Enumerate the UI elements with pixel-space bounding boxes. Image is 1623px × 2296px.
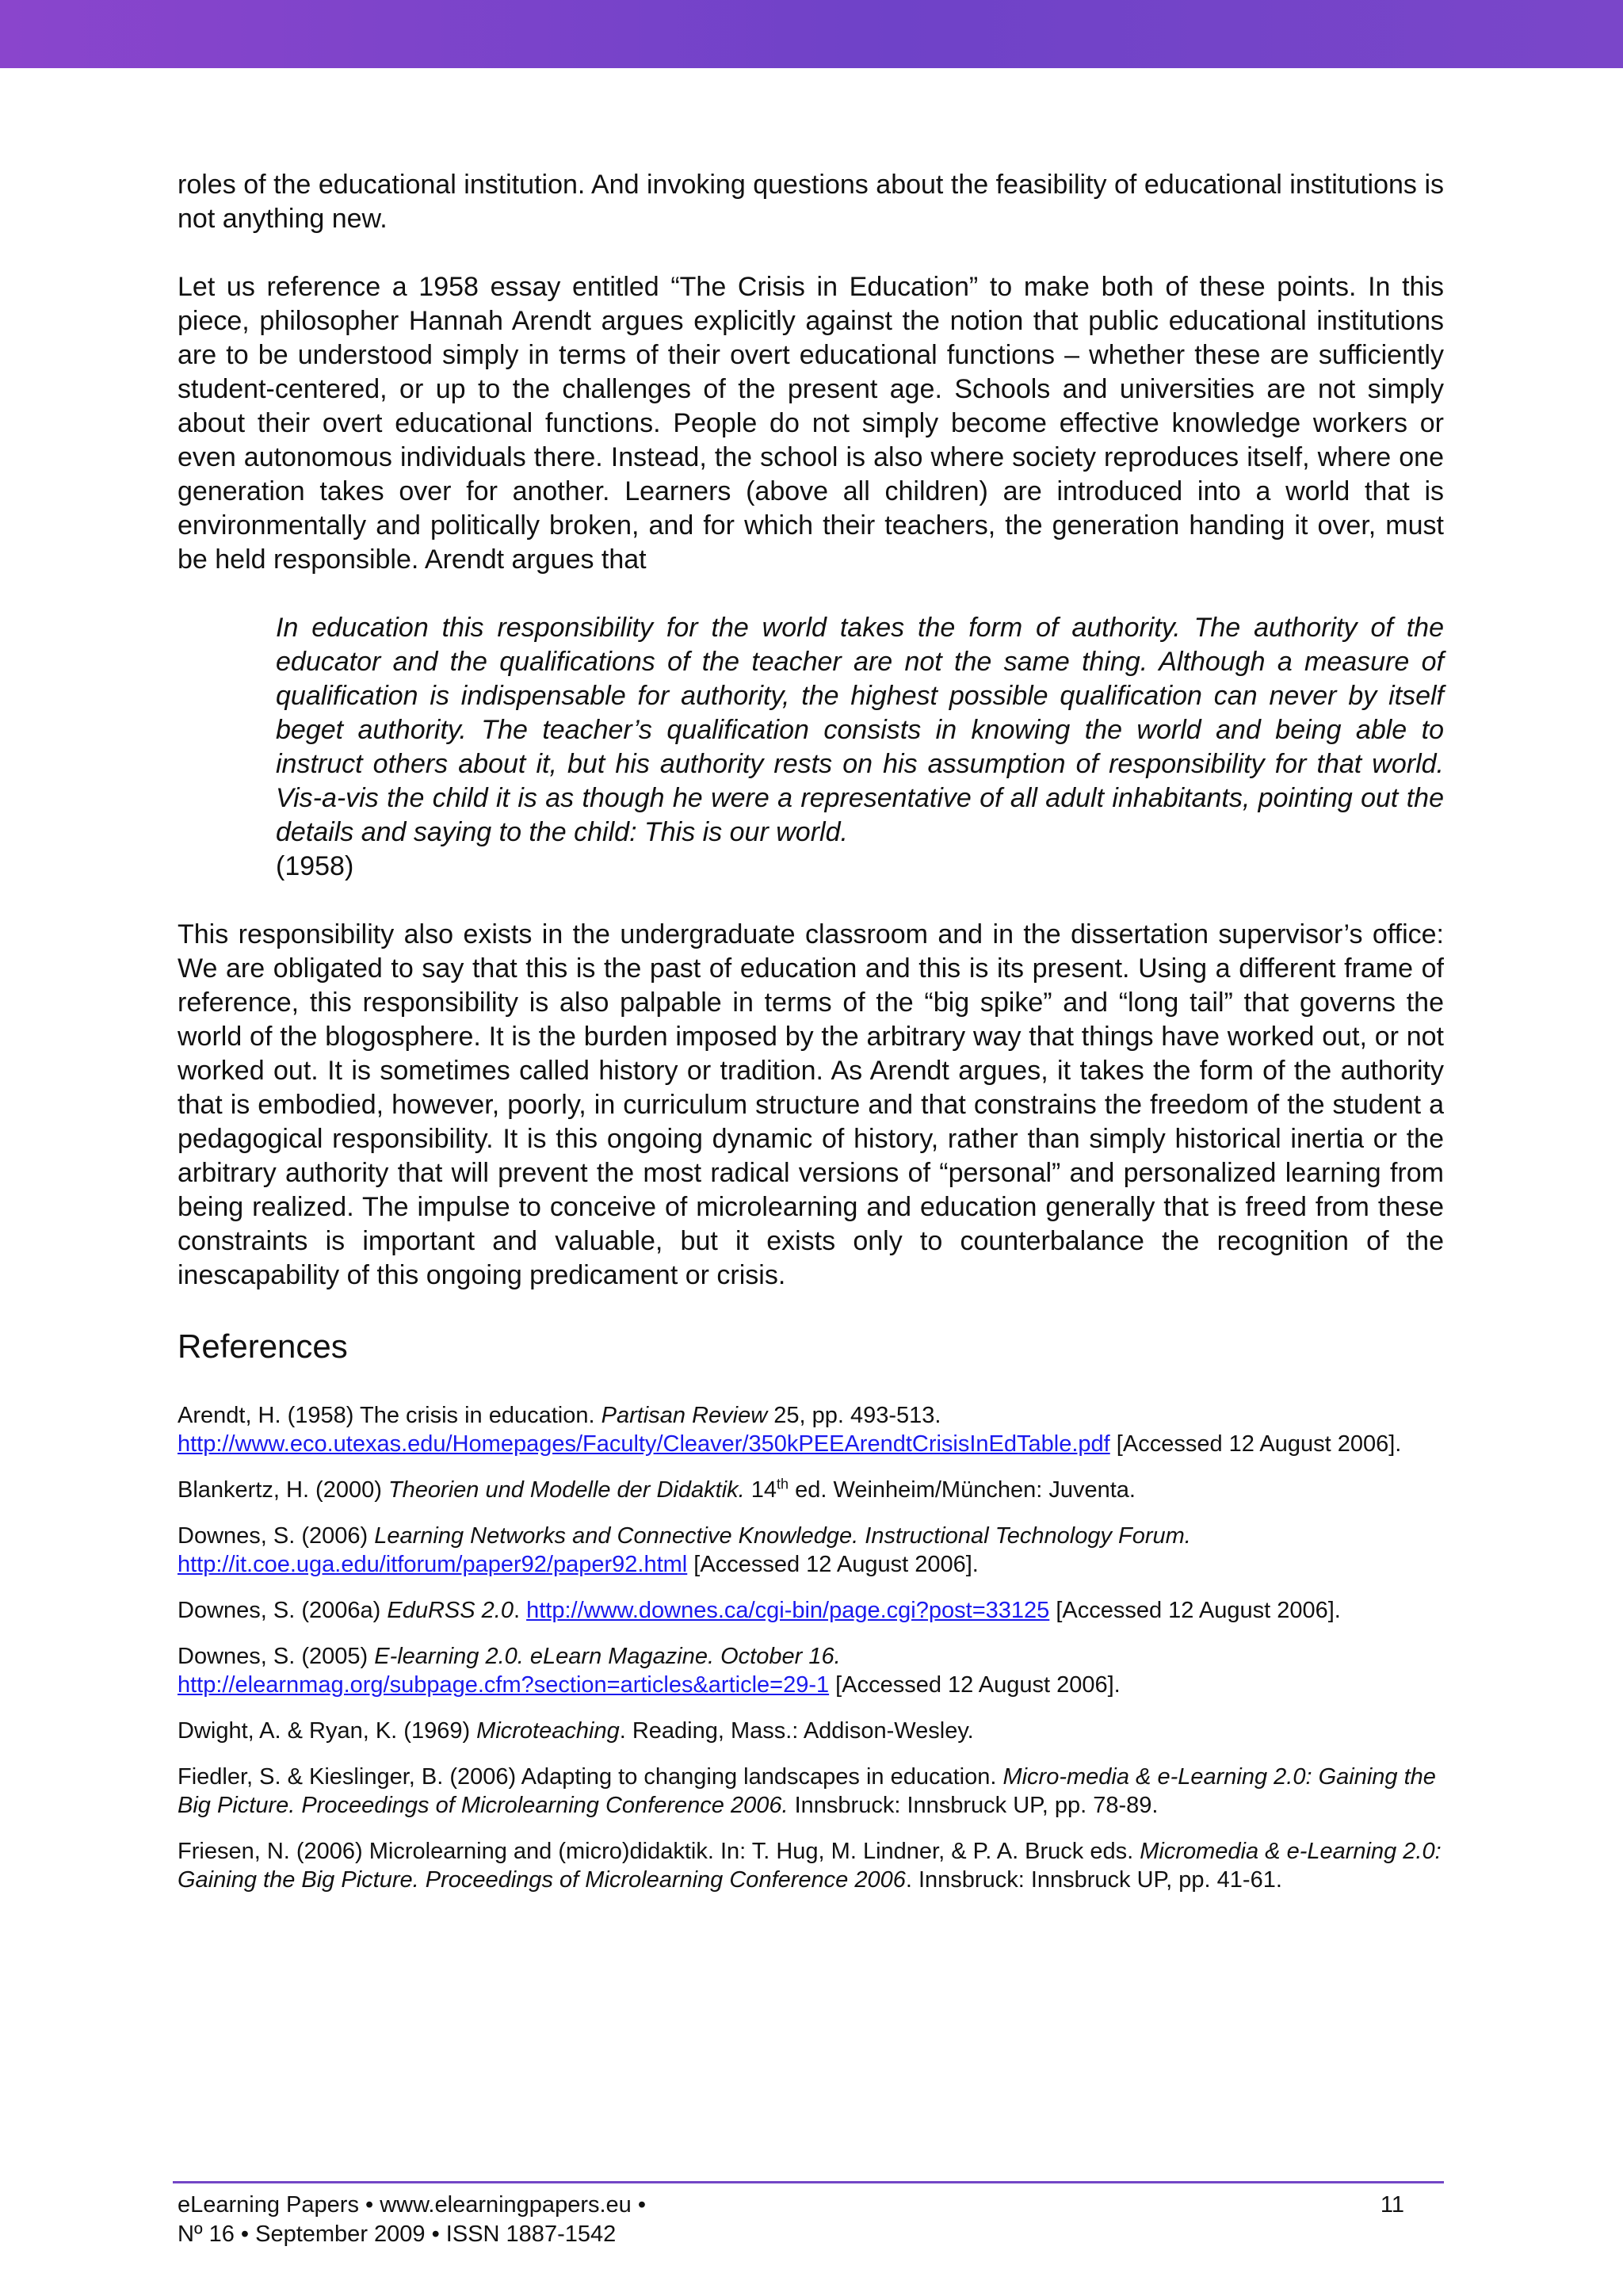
- reference-link[interactable]: http://it.coe.uga.edu/itforum/paper92/paper92.html: [178, 1552, 688, 1577]
- reference-item: Downes, S. (2006) Learning Networks and Connective Knowledge. Instructional Technology Forum. http://it.coe.uga.edu/itforum/paper92/paper92.html [Accessed 12 August 2006].: [178, 1523, 1191, 1577]
- reference-item: Arendt, H. (1958) The crisis in education. Partisan Review 25, pp. 493-513. http://www.eco.utexas.edu/Homepages/Faculty/Cleaver/350kPEEArendtCrisisInEdTable.pdf [Accessed 12 August 2006].: [178, 1403, 1402, 1457]
- reference-item: Friesen, N. (2006) Microlearning and (micro)didaktik. In: T. Hug, M. Lindner, & P. A. Bruck eds. Micromedia & e-Learning 2.0: Gaining the Big Picture. Proceedings of Microlearning Conference 2006. Innsbruck: Innsbruck UP, pp. 41-61.: [178, 1839, 1442, 1893]
- page-content: [178, 168, 1444, 1912]
- reference-item: Dwight, A. & Ryan, K. (1969) Microteaching. Reading, Mass.: Addison-Wesley.: [178, 1718, 974, 1744]
- reference-item: Blankertz, H. (2000) Theorien und Modelle der Didaktik. 14th ed. Weinheim/München: Juventa.: [178, 1476, 1136, 1503]
- footer-divider: [173, 2181, 1444, 2183]
- references-list: [178, 1401, 1444, 1894]
- reference-link[interactable]: http://www.downes.ca/cgi-bin/page.cgi?post=33125: [526, 1598, 1050, 1623]
- quote-citation: (1958): [276, 851, 354, 881]
- footer-issue: Nº 16 • September 2009 • ISSN 1887-1542: [178, 2222, 617, 2247]
- paragraph: roles of the educational institution. And invoking questions about the feasibility of educational institutions is not anything new.: [178, 170, 1444, 234]
- reference-link[interactable]: http://elearnmag.org/subpage.cfm?section=articles&article=29-1: [178, 1672, 830, 1698]
- block-quote: [276, 611, 1444, 884]
- reference-item: Downes, S. (2005) E-learning 2.0. eLearn Magazine. October 16. http://elearnmag.org/subpage.cfm?section=articles&article=29-1 [Accessed 12 August 2006].: [178, 1644, 1121, 1698]
- paragraph: Let us reference a 1958 essay entitled “The Crisis in Education” to make both of these points. In this piece, philosopher Hannah Arendt argues explicitly against the notion that public educational institutions are to be understood simply in terms of their overt educational functions – whether these are sufficiently student-centered, or up to the challenges of the present age. Schools and universities are not simply about their overt educational functions. People do not simply become effective knowledge workers or even autonomous individuals there. Instead, the school is also where society reproduces itself, where one generation takes over for another. Learners (above all children) are introduced into a world that is environmentally and politically broken, and for which their teachers, the generation handing it over, must be held responsible. Arendt argues that: [178, 272, 1444, 575]
- reference-item: Fiedler, S. & Kieslinger, B. (2006) Adapting to changing landscapes in education. Micro-media & e-Learning 2.0: Gaining the Big Picture. Proceedings of Microlearning Conference 2006. Innsbruck: Innsbruck UP, pp. 78-89.: [178, 1764, 1436, 1818]
- page-footer: [178, 2191, 1444, 2249]
- reference-item: Downes, S. (2006a) EduRSS 2.0. http://www.downes.ca/cgi-bin/page.cgi?post=33125 [Accessed 12 August 2006].: [178, 1598, 1341, 1623]
- paragraph: This responsibility also exists in the undergraduate classroom and in the dissertation supervisor’s office: We are obligated to say that this is the past of education and this is its present. Using a different frame of reference, this responsibility is also palpable in terms of the “big spike” and “long tail” that governs the world of the blogosphere. It is the burden imposed by the arbitrary way that things have worked out, or not worked out. It is sometimes called history or tradition. As Arendt argues, it takes the form of the authority that is embodied, however, poorly, in curriculum structure and that constrains the freedom of the student a pedagogical responsibility. It is this ongoing dynamic of history, rather than simply historical inertia or the arbitrary authority that will prevent the most radical versions of “personal” and personalized learning from being realized. The impulse to conceive of microlearning and education generally that is freed from these constraints is important and valuable, but it exists only to counterbalance the recognition of the inescapability of this ongoing predicament or crisis.: [178, 919, 1444, 1290]
- reference-link[interactable]: http://www.eco.utexas.edu/Homepages/Faculty/Cleaver/350kPEEArendtCrisisInEdTable.pdf: [178, 1431, 1110, 1457]
- header-band: [0, 0, 1623, 68]
- quote-text: In education this responsibility for the world takes the form of authority. The authority of the educator and the qualifications of the teacher are not the same thing. Although a measure of qualification is indispensable for authority, the highest possible qualification can never by itself beget authority. The teacher’s qualification consists in knowing the world and being able to instruct others about it, but his authority rests on his assumption of responsibility for that world. Vis-a-vis the child it is as though he were a representative of all adult inhabitants, pointing out the details and saying to the child: This is our world.: [276, 613, 1444, 847]
- footer-publication: eLearning Papers • www.elearningpapers.eu •: [178, 2192, 647, 2218]
- references-heading: References: [178, 1328, 348, 1365]
- page-number: 11: [1380, 2192, 1404, 2218]
